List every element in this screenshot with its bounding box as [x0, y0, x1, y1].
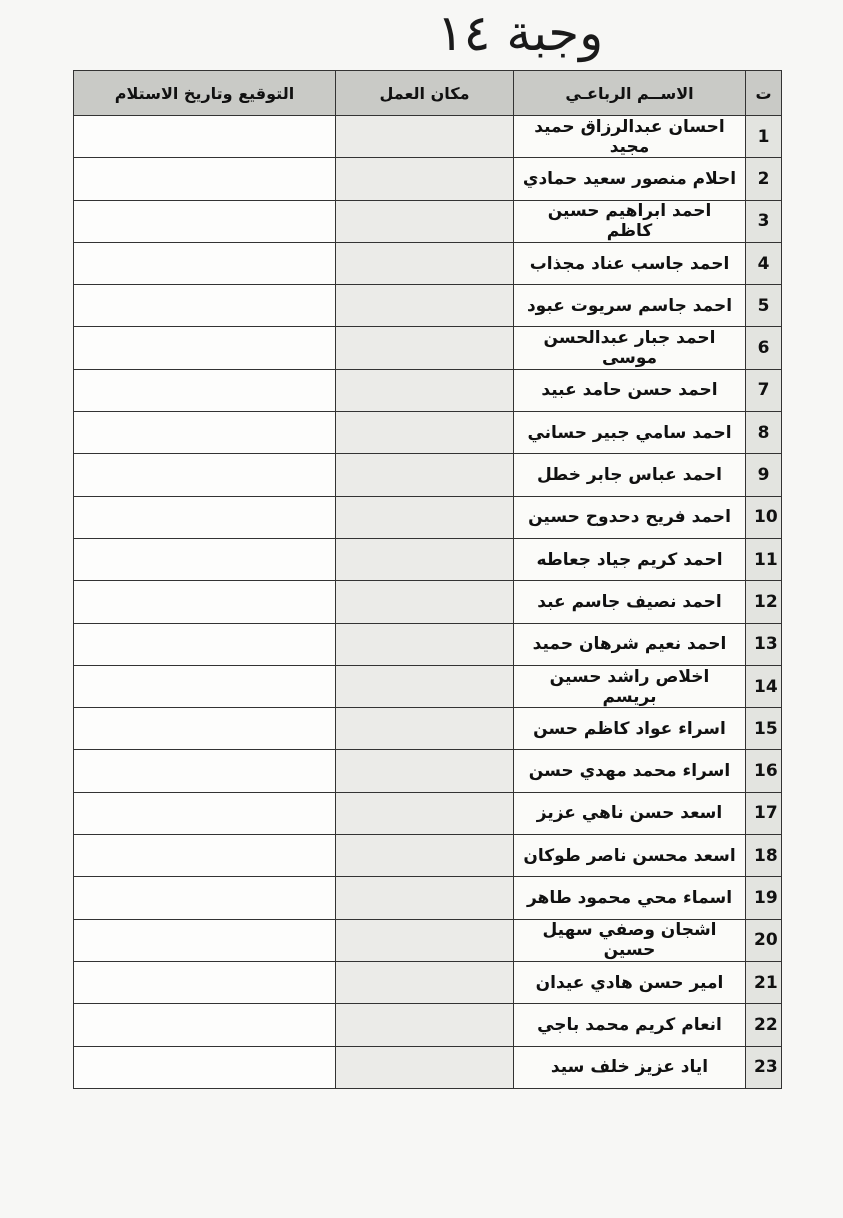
row-full-name: احمد جاسب عناد مجذاب	[514, 242, 746, 284]
row-number: 8	[746, 412, 782, 454]
row-full-name: اسعد محسن ناصر طوكان	[514, 835, 746, 877]
row-number: 22	[746, 1004, 782, 1046]
row-number: 17	[746, 792, 782, 834]
row-full-name: احلام منصور سعيد حمادي	[514, 158, 746, 200]
row-full-name: احسان عبدالرزاق حميد مجيد	[514, 116, 746, 158]
row-signature-date	[74, 496, 336, 538]
table-row	[74, 369, 782, 411]
row-number: 1	[746, 116, 782, 158]
row-number: 3	[746, 200, 782, 242]
row-workplace	[336, 919, 514, 961]
table-row	[74, 792, 782, 834]
row-full-name: احمد حسن حامد عبيد	[514, 369, 746, 411]
header-row	[74, 71, 782, 116]
table-row	[74, 623, 782, 665]
row-workplace	[336, 1046, 514, 1088]
row-signature-date	[74, 412, 336, 454]
row-workplace	[336, 665, 514, 707]
row-signature-date	[74, 369, 336, 411]
table-row	[74, 708, 782, 750]
header-number: ت	[746, 71, 782, 116]
row-workplace	[336, 116, 514, 158]
row-workplace	[336, 1004, 514, 1046]
row-number: 21	[746, 961, 782, 1003]
row-full-name: احمد ابراهيم حسين كاظم	[514, 200, 746, 242]
row-full-name: امير حسن هادي عيدان	[514, 961, 746, 1003]
row-workplace	[336, 792, 514, 834]
row-number: 5	[746, 285, 782, 327]
table-row	[74, 1004, 782, 1046]
row-full-name: احمد فريح دحدوح حسين	[514, 496, 746, 538]
row-workplace	[336, 835, 514, 877]
row-signature-date	[74, 1046, 336, 1088]
table-row	[74, 116, 782, 158]
row-signature-date	[74, 158, 336, 200]
row-workplace	[336, 750, 514, 792]
row-number: 11	[746, 538, 782, 580]
row-full-name: اشجان وصفي سهيل حسين	[514, 919, 746, 961]
row-workplace	[336, 496, 514, 538]
row-number: 20	[746, 919, 782, 961]
table-row	[74, 750, 782, 792]
table-row	[74, 877, 782, 919]
row-signature-date	[74, 665, 336, 707]
row-full-name: احمد جاسم سريوت عبود	[514, 285, 746, 327]
row-signature-date	[74, 1004, 336, 1046]
row-full-name: احمد جبار عبدالحسن موسى	[514, 327, 746, 369]
table-row	[74, 454, 782, 496]
table-row	[74, 285, 782, 327]
row-number: 15	[746, 708, 782, 750]
row-number: 19	[746, 877, 782, 919]
header-signature: التوقيع وتاريخ الاستلام	[74, 71, 336, 116]
row-signature-date	[74, 961, 336, 1003]
row-full-name: احمد عباس جابر خطل	[514, 454, 746, 496]
row-number: 7	[746, 369, 782, 411]
table-row	[74, 835, 782, 877]
row-signature-date	[74, 285, 336, 327]
row-number: 2	[746, 158, 782, 200]
row-signature-date	[74, 242, 336, 284]
row-full-name: اياد عزيز خلف سيد	[514, 1046, 746, 1088]
table-row	[74, 327, 782, 369]
row-signature-date	[74, 454, 336, 496]
row-workplace	[336, 454, 514, 496]
row-number: 12	[746, 581, 782, 623]
row-full-name: انعام كريم محمد باجي	[514, 1004, 746, 1046]
row-workplace	[336, 538, 514, 580]
row-full-name: اسماء محي محمود طاهر	[514, 877, 746, 919]
row-full-name: اسعد حسن ناهي عزيز	[514, 792, 746, 834]
row-full-name: احمد كريم جياد جعاطه	[514, 538, 746, 580]
row-number: 10	[746, 496, 782, 538]
table-header	[74, 71, 782, 116]
row-signature-date	[74, 200, 336, 242]
table-body	[74, 116, 782, 1089]
recipients-table	[73, 70, 782, 1089]
row-workplace	[336, 412, 514, 454]
table-row	[74, 200, 782, 242]
row-signature-date	[74, 708, 336, 750]
row-workplace	[336, 877, 514, 919]
row-full-name: اسراء عواد كاظم حسن	[514, 708, 746, 750]
row-signature-date	[74, 835, 336, 877]
row-number: 18	[746, 835, 782, 877]
header-workplace: مكان العمل	[336, 71, 514, 116]
row-number: 9	[746, 454, 782, 496]
table-row	[74, 1046, 782, 1088]
table-row	[74, 496, 782, 538]
row-signature-date	[74, 919, 336, 961]
row-workplace	[336, 327, 514, 369]
row-full-name: احمد نعيم شرهان حميد	[514, 623, 746, 665]
row-full-name: اسراء محمد مهدي حسن	[514, 750, 746, 792]
handwritten-batch-heading: وجبة ١٤	[436, 4, 604, 62]
table-row	[74, 919, 782, 961]
row-workplace	[336, 961, 514, 1003]
row-workplace	[336, 708, 514, 750]
table-row	[74, 158, 782, 200]
row-number: 13	[746, 623, 782, 665]
row-workplace	[336, 158, 514, 200]
row-number: 6	[746, 327, 782, 369]
table-row	[74, 242, 782, 284]
table-row	[74, 412, 782, 454]
row-signature-date	[74, 623, 336, 665]
row-workplace	[336, 200, 514, 242]
row-number: 14	[746, 665, 782, 707]
row-number: 16	[746, 750, 782, 792]
row-workplace	[336, 581, 514, 623]
row-full-name: احمد نصيف جاسم عبد	[514, 581, 746, 623]
row-workplace	[336, 623, 514, 665]
table-row	[74, 538, 782, 580]
header-name: الاســم الرباعـي	[514, 71, 746, 116]
row-signature-date	[74, 538, 336, 580]
row-full-name: اخلاص راشد حسين بريسم	[514, 665, 746, 707]
row-signature-date	[74, 116, 336, 158]
row-signature-date	[74, 327, 336, 369]
row-workplace	[336, 285, 514, 327]
row-signature-date	[74, 750, 336, 792]
table-row	[74, 581, 782, 623]
row-signature-date	[74, 792, 336, 834]
row-signature-date	[74, 581, 336, 623]
table-row	[74, 961, 782, 1003]
row-full-name: احمد سامي جبير حساني	[514, 412, 746, 454]
row-number: 23	[746, 1046, 782, 1088]
table-row	[74, 665, 782, 707]
row-signature-date	[74, 877, 336, 919]
row-workplace	[336, 242, 514, 284]
row-number: 4	[746, 242, 782, 284]
row-workplace	[336, 369, 514, 411]
